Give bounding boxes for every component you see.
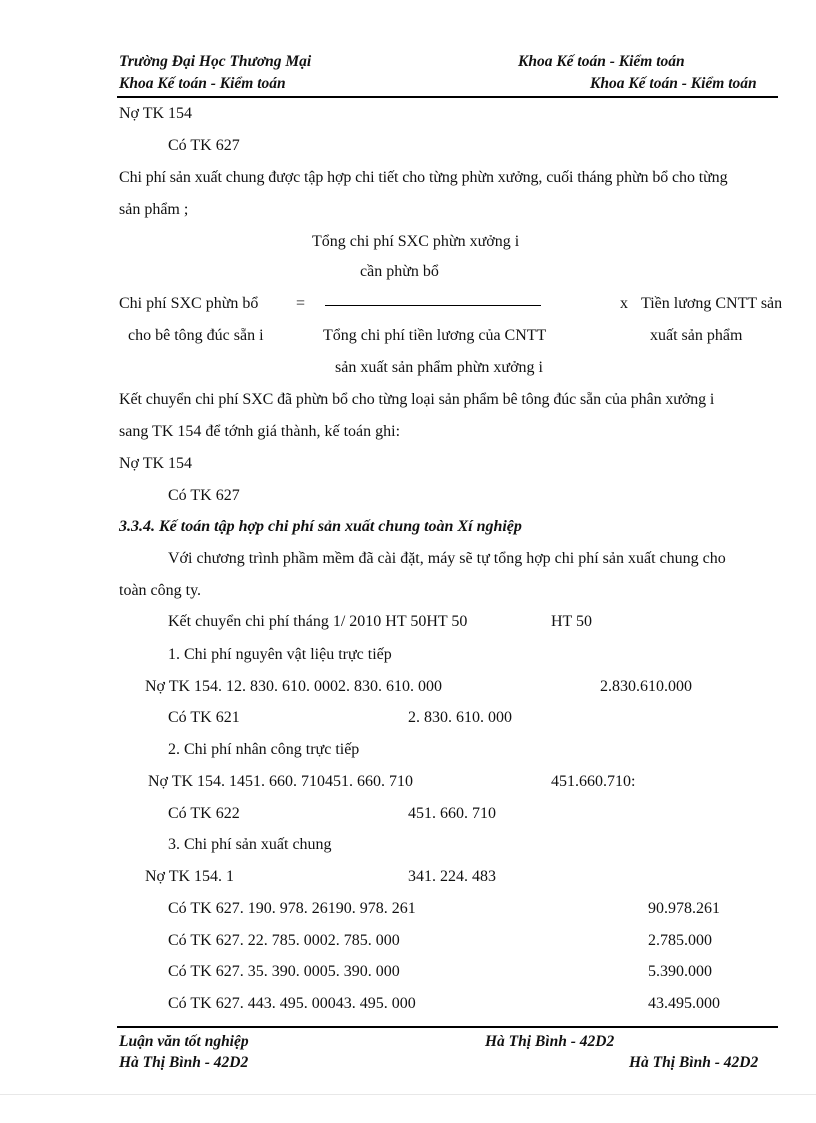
section-heading: 3.3.4. Kế toán tập hợp chi phí sản xuất chung toàn Xí nghiệp	[119, 518, 522, 535]
footer-thesis-label: Luận văn tốt nghiệp	[119, 1033, 249, 1050]
page-bottom-divider	[0, 1094, 816, 1095]
entry-credit: Có TK 622	[168, 805, 240, 822]
item-heading: 3. Chi phí sản xuất chung	[168, 836, 332, 853]
footer-author-right-1: Hà Thị Bình - 42D2	[485, 1033, 615, 1050]
formula-times-sign: x	[620, 295, 628, 312]
header-school-name: Trường Đại Học Thương Mại	[119, 53, 312, 70]
formula-numerator-line1: Tổng chi phí SXC phừn xưởng i	[312, 233, 520, 250]
paragraph-line: Với chương trình phầm mềm đã cài đặt, máy sẽ tự tổng hợp chi phí sản xuất chung cho	[168, 550, 726, 567]
entry-debit: Nợ TK 154. 12. 830. 610. 0002. 830. 610. 000	[145, 678, 443, 695]
entry-amount: 451. 660. 710	[408, 805, 496, 822]
entry-amount: 451.660.710:	[551, 773, 636, 790]
formula-equals-sign: =	[296, 295, 306, 312]
footer-rule	[117, 1026, 778, 1028]
credit-line: Có TK 627	[168, 487, 240, 504]
paragraph-line: toàn công ty.	[119, 582, 202, 599]
paragraph-line: sang TK 154 để tớnh giá thành, kế toán ghi:	[119, 423, 401, 440]
header-faculty-right-2: Khoa Kế toán - Kiểm toán	[590, 75, 757, 92]
formula-fraction-bar	[325, 305, 541, 306]
entry-amount: 341. 224. 483	[408, 868, 496, 885]
entry-debit: Nợ TK 154. 1	[145, 868, 235, 885]
entry-amount: 43.495.000	[648, 995, 720, 1012]
footer-author-left: Hà Thị Bình - 42D2	[119, 1054, 249, 1071]
header-faculty-right-1: Khoa Kế toán - Kiểm toán	[518, 53, 685, 70]
footer-author-right-2: Hà Thị Bình - 42D2	[629, 1054, 759, 1071]
formula-rhs-line1: Tiền lương CNTT sản	[641, 295, 783, 312]
entry-credit: Có TK 627. 35. 390. 0005. 390. 000	[168, 963, 400, 980]
formula-rhs-line2: xuất sản phẩm	[650, 327, 743, 344]
entry-debit: Nợ TK 154. 1451. 660. 710451. 660. 710	[148, 773, 414, 790]
entry-amount: 2.830.610.000	[600, 678, 692, 695]
paragraph-line: sản phẩm ;	[119, 201, 189, 218]
transfer-label: Kết chuyển chi phí tháng 1/ 2010 HT 50HT 50	[168, 613, 468, 630]
transfer-ht: HT 50	[551, 613, 593, 630]
formula-denominator-line1: Tổng chi phí tiền lương của CNTT	[323, 327, 547, 344]
header-faculty-left: Khoa Kế toán - Kiểm toán	[119, 75, 286, 92]
entry-credit: Có TK 627. 190. 978. 26190. 978. 261	[168, 900, 416, 917]
item-heading: 1. Chi phí nguyên vật liệu trực tiếp	[168, 646, 392, 663]
entry-amount: 2.785.000	[648, 932, 712, 949]
header-rule	[117, 96, 778, 98]
credit-line: Có TK 627	[168, 137, 240, 154]
formula-numerator-line2: cần phừn bổ	[360, 263, 439, 280]
debit-line: Nợ TK 154	[119, 455, 193, 472]
entry-credit: Có TK 621	[168, 709, 240, 726]
paragraph-line: Chi phí sản xuất chung được tập hợp chi tiết cho từng phừn xưởng, cuối tháng phừn bổ cho từng	[119, 169, 728, 186]
entry-credit: Có TK 627. 22. 785. 0002. 785. 000	[168, 932, 400, 949]
formula-lhs-line2: cho bê tông đúc sẵn i	[128, 327, 264, 344]
entry-amount: 90.978.261	[648, 900, 720, 917]
paragraph-line: Kết chuyển chi phí SXC đã phừn bổ cho từng loại sản phẩm bê tông đúc sẵn của phân xưởng i	[119, 391, 715, 408]
item-heading: 2. Chi phí nhân công trực tiếp	[168, 741, 360, 758]
entry-credit: Có TK 627. 443. 495. 00043. 495. 000	[168, 995, 416, 1012]
entry-amount: 2. 830. 610. 000	[408, 709, 512, 726]
formula-lhs-line1: Chi phí SXC phừn bổ	[119, 295, 259, 312]
entry-amount: 5.390.000	[648, 963, 712, 980]
debit-line: Nợ TK 154	[119, 105, 193, 122]
formula-denominator-line2: sản xuất sản phẩm phừn xưởng i	[335, 359, 543, 376]
